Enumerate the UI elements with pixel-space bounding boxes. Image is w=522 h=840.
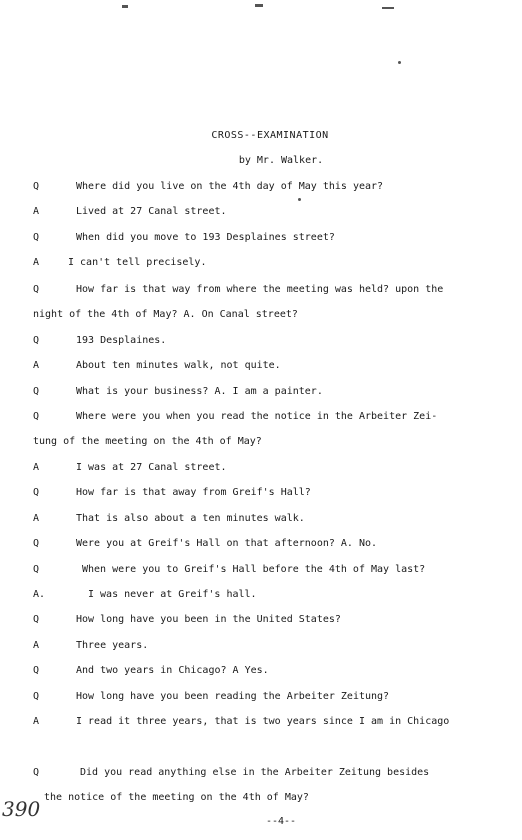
line-text: What is your business? A. I am a painter. [76,386,323,397]
document-subtitle: by Mr. Walker. [238,155,324,166]
speaker-label: Q [33,411,40,422]
line-text: How long have you been reading the Arbeiter Zeitung? [76,691,390,702]
speaker-label: A [33,513,40,524]
line-text: That is also about a ten minutes walk. [76,513,305,524]
speaker-label: Q [33,487,40,498]
speaker-label: Q [33,181,40,192]
line-text: Were you at Greif's Hall on that afternoon? A. No. [76,538,378,549]
speaker-label: Q [33,691,40,702]
scan-mark [398,61,401,64]
page-number: --4-- [265,816,297,827]
line-text: Where were you when you read the notice in the Arbeiter Zei- [76,411,438,422]
line-text: Where did you live on the 4th day of May this year? [76,181,384,192]
line-text: Three years. [76,640,149,651]
speaker-label: A. [33,589,46,600]
line-text: And two years in Chicago? A Yes. [76,665,269,676]
line-text: I read it three years, that is two years since I am in Chicago [76,716,450,727]
line-text: I was never at Greif's hall. [88,589,257,600]
line-continuation: the notice of the meeting on the 4th of May? [44,792,309,803]
line-continuation: tung of the meeting on the 4th of May? [33,436,262,447]
speaker-label: Q [33,335,40,346]
line-text: How far is that away from Greif's Hall? [76,487,311,498]
line-text: I was at 27 Canal street. [76,462,227,473]
speaker-label: Q [33,284,40,295]
speaker-label: Q [33,386,40,397]
speaker-label: Q [33,564,40,575]
line-text: I can't tell precisely. [68,257,207,268]
line-text: How far is that way from where the meeting was held? upon the [76,284,444,295]
scan-mark [298,198,301,201]
document-title: CROSS--EXAMINATION [211,130,329,141]
speaker-label: Q [33,767,40,778]
speaker-label: Q [33,614,40,625]
speaker-label: A [33,360,40,371]
line-text: 193 Desplaines. [76,335,167,346]
speaker-label: Q [33,665,40,676]
scan-mark [122,5,128,8]
speaker-label: A [33,206,40,217]
line-text: About ten minutes walk, not quite. [76,360,281,371]
speaker-label: Q [33,538,40,549]
line-text: When did you move to 193 Desplaines street? [76,232,335,243]
line-text: Did you read anything else in the Arbeiter Zeitung besides [80,767,430,778]
line-text: How long have you been in the United States? [76,614,341,625]
speaker-label: Q [33,232,40,243]
scan-mark [382,7,394,9]
speaker-label: A [33,640,40,651]
speaker-label: A [33,257,40,268]
line-text: When were you to Greif's Hall before the 4th of May last? [82,564,426,575]
speaker-label: A [33,716,40,727]
speaker-label: A [33,462,40,473]
margin-page-number: 390 [2,797,41,821]
line-text: Lived at 27 Canal street. [76,206,227,217]
line-continuation: night of the 4th of May? A. On Canal street? [33,309,298,320]
scan-mark [255,4,263,7]
